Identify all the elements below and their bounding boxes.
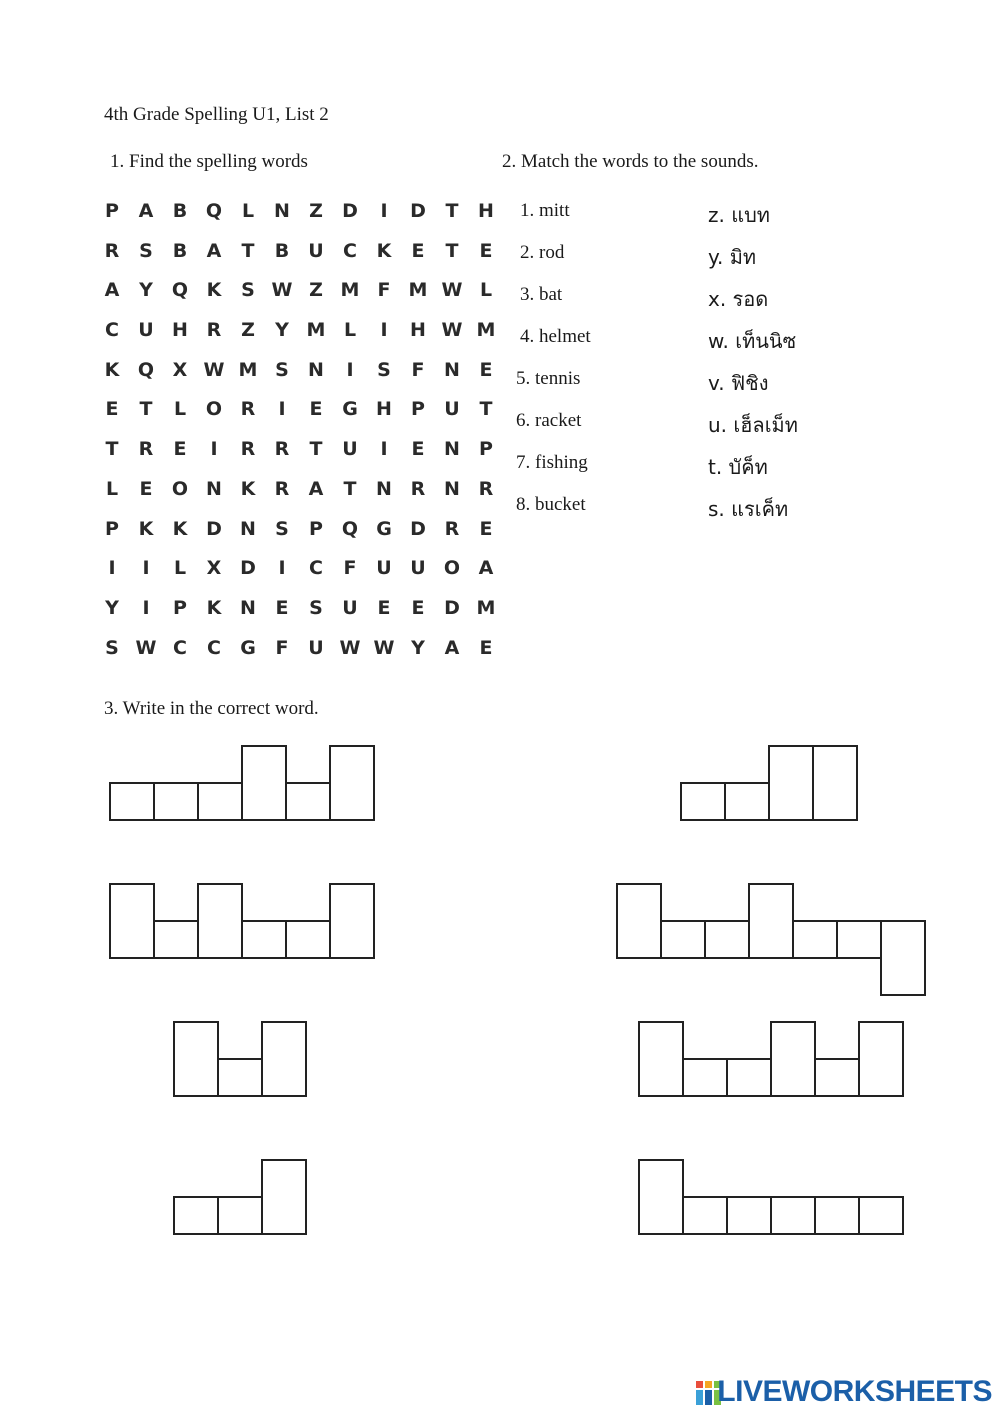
word-search-letter[interactable]: I — [210, 438, 218, 461]
word-search-letter[interactable]: W — [441, 319, 463, 342]
word-search-letter[interactable]: N — [240, 596, 256, 619]
word-search-letter[interactable]: S — [241, 279, 255, 302]
match-word-8: 8. bucket — [516, 494, 586, 515]
match-word-6: 6. racket — [516, 410, 582, 431]
word-search-letter[interactable]: T — [343, 477, 357, 500]
match-sound-y: y. มิท — [708, 245, 757, 269]
word-search-letter[interactable]: E — [309, 398, 323, 421]
word-search-letter[interactable]: A — [206, 239, 222, 262]
word-search-letter[interactable]: M — [476, 596, 496, 619]
word-search-row — [95, 271, 503, 311]
word-search-row — [95, 470, 503, 510]
word-search-letter[interactable]: P — [105, 200, 119, 222]
letter-box[interactable] — [217, 1196, 263, 1235]
letter-box[interactable] — [724, 782, 770, 821]
letter-box[interactable] — [836, 920, 882, 959]
match-sound-s: s. แรเค็ท — [708, 497, 789, 521]
word-search-letter[interactable]: O — [205, 398, 223, 421]
word-search-letter[interactable]: B — [172, 239, 188, 262]
word-search-letter[interactable]: L — [343, 319, 357, 342]
word-search-letter[interactable]: U — [342, 438, 358, 461]
word-search-letter[interactable]: S — [275, 517, 289, 540]
match-word-2: 2. rod — [520, 242, 565, 263]
word-search-letter[interactable]: M — [238, 358, 258, 381]
word-search-letter[interactable]: I — [142, 557, 150, 580]
word-search-letter[interactable]: U — [342, 596, 358, 619]
word-search-letter[interactable]: I — [278, 557, 286, 580]
word-search-letter[interactable]: E — [479, 517, 493, 540]
word-search-letter[interactable]: C — [173, 636, 187, 659]
word-search-letter[interactable]: G — [342, 398, 358, 421]
word-search-letter[interactable]: L — [173, 398, 187, 421]
letter-box-tall[interactable] — [768, 745, 814, 821]
word-search-letter[interactable]: E — [479, 358, 493, 381]
word-search-letter[interactable]: T — [309, 438, 323, 461]
word-search-letter[interactable]: B — [274, 239, 290, 262]
letter-box-tall[interactable] — [770, 1021, 816, 1097]
word-search-letter[interactable]: M — [408, 279, 428, 302]
letter-box-descender[interactable] — [880, 920, 926, 996]
letter-box[interactable] — [726, 1058, 772, 1097]
word-search-letter[interactable]: N — [240, 517, 256, 540]
word-search-row — [95, 430, 503, 470]
section-2-heading: 2. Match the words to the sounds. — [502, 151, 759, 172]
word-search-letter[interactable]: N — [274, 200, 290, 222]
word-search-row — [95, 232, 503, 272]
letter-box-tall[interactable] — [329, 745, 375, 821]
match-sound-x: x. รอด — [708, 287, 769, 311]
word-search-letter[interactable]: K — [138, 517, 154, 540]
word-search-letter[interactable]: L — [479, 279, 493, 302]
word-search-letter[interactable]: N — [206, 477, 222, 500]
word-search-letter[interactable]: N — [444, 358, 460, 381]
word-search-row — [95, 311, 503, 351]
letter-box[interactable] — [217, 1058, 263, 1097]
letter-box[interactable] — [726, 1196, 772, 1235]
word-search-row — [95, 192, 503, 232]
word-search-letter[interactable]: D — [342, 200, 358, 222]
letter-box-tall[interactable] — [261, 1021, 307, 1097]
word-search-letter[interactable]: E — [411, 438, 425, 461]
letter-box-tall[interactable] — [748, 883, 794, 959]
word-search-letter[interactable]: E — [411, 596, 425, 619]
word-search-letter[interactable]: W — [135, 636, 157, 659]
word-search-letter[interactable]: E — [479, 636, 493, 659]
match-sound-z: z. แบท — [708, 203, 770, 227]
letter-box[interactable] — [285, 782, 331, 821]
match-sound-t: t. บัค็ท — [708, 455, 768, 479]
word-search-letter[interactable]: I — [380, 438, 388, 461]
word-search-letter[interactable]: I — [380, 319, 388, 342]
word-search-letter[interactable]: Z — [309, 279, 323, 302]
word-search-letter[interactable]: K — [104, 358, 120, 381]
word-search-letter[interactable]: M — [476, 319, 496, 342]
word-search-letter[interactable]: S — [139, 239, 153, 262]
word-search-letter[interactable]: F — [411, 358, 425, 381]
word-search-letter[interactable]: A — [138, 200, 154, 222]
word-search-letter[interactable]: W — [441, 279, 463, 302]
word-search-letter[interactable]: R — [274, 438, 290, 461]
match-word-4: 4. helmet — [520, 326, 591, 347]
word-search-letter[interactable]: F — [377, 279, 391, 302]
word-search-letter[interactable]: P — [105, 517, 119, 540]
letter-box[interactable] — [153, 920, 199, 959]
letter-box[interactable] — [680, 782, 726, 821]
word-search-letter[interactable]: L — [105, 477, 119, 500]
match-sound-u: u. เฮ็ลเม็ท — [708, 413, 798, 437]
word-search-letter[interactable]: U — [138, 319, 154, 342]
word-search-letter[interactable]: K — [376, 239, 392, 262]
word-search-letter[interactable]: N — [444, 438, 460, 461]
word-search-letter[interactable]: T — [479, 398, 493, 421]
word-search-letter[interactable]: I — [278, 398, 286, 421]
word-search-letter[interactable]: E — [173, 438, 187, 461]
word-search-letter[interactable]: X — [206, 557, 222, 580]
word-search-letter[interactable]: I — [380, 200, 388, 222]
letter-box[interactable] — [682, 1058, 728, 1097]
word-search-letter[interactable]: H — [172, 319, 188, 342]
match-word-7: 7. fishing — [516, 452, 588, 473]
letter-box[interactable] — [770, 1196, 816, 1235]
word-search-letter[interactable]: D — [410, 517, 426, 540]
word-search-letter[interactable]: E — [411, 239, 425, 262]
word-search-row — [95, 589, 503, 629]
word-search-letter[interactable]: R — [240, 398, 256, 421]
word-search-letter[interactable]: T — [445, 239, 459, 262]
word-search-letter[interactable]: F — [275, 636, 289, 659]
word-search-letter[interactable]: G — [240, 636, 256, 659]
word-search-letter[interactable]: Q — [171, 279, 189, 302]
word-search-letter[interactable]: Q — [205, 200, 223, 222]
word-search-letter[interactable]: U — [376, 557, 392, 580]
letter-box[interactable] — [241, 920, 287, 959]
word-search-letter[interactable]: U — [444, 398, 460, 421]
match-word-1: 1. mitt — [520, 200, 570, 221]
letter-box-tall[interactable] — [329, 883, 375, 959]
word-search-letter[interactable]: R — [274, 477, 290, 500]
word-search-letter[interactable]: K — [240, 477, 256, 500]
word-search-letter[interactable]: N — [444, 477, 460, 500]
word-search-letter[interactable]: E — [275, 596, 289, 619]
liveworksheets-brand[interactable]: LIVEWORKSHEETS — [717, 1375, 992, 1408]
word-search-row — [95, 629, 503, 669]
word-search-letter[interactable]: R — [410, 477, 426, 500]
word-search-letter[interactable]: L — [241, 200, 255, 222]
match-sound-v: v. ฟิชิง — [708, 371, 769, 395]
word-search-letter[interactable]: T — [105, 438, 119, 461]
letter-box-tall[interactable] — [173, 1021, 219, 1097]
word-search-letter[interactable]: F — [343, 557, 357, 580]
word-search-letter[interactable]: K — [206, 279, 222, 302]
word-search-letter[interactable]: U — [410, 557, 426, 580]
word-search-row — [95, 390, 503, 430]
word-search-letter[interactable]: E — [479, 239, 493, 262]
word-search-letter[interactable]: P — [479, 438, 493, 461]
word-search-letter[interactable]: H — [478, 200, 494, 222]
word-search-letter[interactable]: R — [206, 319, 222, 342]
letter-box[interactable] — [660, 920, 706, 959]
letter-box-tall[interactable] — [109, 883, 155, 959]
word-search-letter[interactable]: D — [444, 596, 460, 619]
section-1-heading: 1. Find the spelling words — [110, 151, 308, 172]
word-search-letter[interactable]: O — [443, 557, 461, 580]
section-3-heading: 3. Write in the correct word. — [104, 698, 319, 719]
word-search-letter[interactable]: I — [108, 557, 116, 580]
letter-box-tall[interactable] — [241, 745, 287, 821]
letter-box[interactable] — [792, 920, 838, 959]
word-search-letter[interactable]: O — [171, 477, 189, 500]
word-search-letter[interactable]: W — [373, 636, 395, 659]
word-search-letter[interactable]: S — [377, 358, 391, 381]
word-search-letter[interactable]: U — [308, 636, 324, 659]
letter-box[interactable] — [153, 782, 199, 821]
word-search-letter[interactable]: I — [346, 358, 354, 381]
word-search-letter[interactable]: W — [203, 358, 225, 381]
word-search-letter[interactable]: H — [410, 319, 426, 342]
word-search-letter[interactable]: P — [309, 517, 323, 540]
word-search-letter[interactable]: C — [105, 319, 119, 342]
word-search-letter[interactable]: R — [138, 438, 154, 461]
match-sound-w: w. เท็นนิซ — [708, 329, 797, 353]
word-search-letter[interactable]: R — [444, 517, 460, 540]
letter-box-tall[interactable] — [812, 745, 858, 821]
word-search-letter[interactable]: H — [376, 398, 392, 421]
word-search-letter[interactable]: K — [206, 596, 222, 619]
word-search-letter[interactable]: Y — [139, 279, 153, 302]
word-search-letter[interactable]: W — [339, 636, 361, 659]
letter-box[interactable] — [109, 782, 155, 821]
word-search-letter[interactable]: T — [241, 239, 255, 262]
word-search-row — [95, 549, 503, 589]
letter-box-tall[interactable] — [616, 883, 662, 959]
letter-box[interactable] — [173, 1196, 219, 1235]
word-search-letter[interactable]: N — [376, 477, 392, 500]
word-search-letter[interactable]: M — [306, 319, 326, 342]
word-search-letter[interactable]: R — [104, 239, 120, 262]
word-search-letter[interactable]: E — [139, 477, 153, 500]
word-search-letter[interactable]: Y — [411, 636, 425, 659]
word-search-grid — [95, 192, 503, 668]
letter-box-tall[interactable] — [261, 1159, 307, 1235]
word-search-letter[interactable]: I — [142, 596, 150, 619]
word-search-letter[interactable]: M — [340, 279, 360, 302]
word-search-letter[interactable]: G — [376, 517, 392, 540]
word-search-letter[interactable]: Y — [105, 596, 119, 619]
letter-box[interactable] — [285, 920, 331, 959]
word-search-letter[interactable]: D — [410, 200, 426, 222]
word-search-letter[interactable]: E — [105, 398, 119, 421]
letter-box[interactable] — [197, 782, 243, 821]
letter-box[interactable] — [704, 920, 750, 959]
word-search-letter[interactable]: T — [139, 398, 153, 421]
word-search-letter[interactable]: P — [411, 398, 425, 421]
letter-box-tall[interactable] — [638, 1159, 684, 1235]
word-search-letter[interactable]: W — [271, 279, 293, 302]
word-search-letter[interactable]: Z — [309, 200, 323, 222]
word-search-letter[interactable]: N — [308, 358, 324, 381]
word-search-letter[interactable]: B — [172, 200, 188, 222]
word-search-letter[interactable]: C — [309, 557, 323, 580]
word-search-letter[interactable]: Y — [275, 319, 289, 342]
word-search-letter[interactable]: Q — [137, 358, 155, 381]
word-search-letter[interactable]: P — [173, 596, 187, 619]
letter-box[interactable] — [858, 1196, 904, 1235]
word-search-letter[interactable]: S — [309, 596, 323, 619]
match-word-5: 5. tennis — [516, 368, 581, 389]
word-search-letter[interactable]: C — [343, 239, 357, 262]
word-search-letter[interactable]: K — [172, 517, 188, 540]
word-search-row — [95, 510, 503, 550]
word-search-letter[interactable]: A — [104, 279, 120, 302]
word-search-letter[interactable]: D — [240, 557, 256, 580]
word-search-letter[interactable]: R — [478, 477, 494, 500]
word-search-letter[interactable]: D — [206, 517, 222, 540]
word-search-letter[interactable]: Z — [241, 319, 255, 342]
word-search-letter[interactable]: C — [207, 636, 221, 659]
letter-box[interactable] — [682, 1196, 728, 1235]
word-search-row — [95, 351, 503, 391]
word-search-letter[interactable]: A — [308, 477, 324, 500]
word-search-letter[interactable]: S — [275, 358, 289, 381]
word-search-letter[interactable]: A — [478, 557, 494, 580]
match-word-3: 3. bat — [520, 284, 563, 305]
word-search-letter[interactable]: T — [445, 200, 459, 222]
word-search-letter[interactable]: S — [105, 636, 119, 659]
letter-box-tall[interactable] — [858, 1021, 904, 1097]
word-search-letter[interactable]: A — [444, 636, 460, 659]
worksheet-title: 4th Grade Spelling U1, List 2 — [104, 104, 329, 125]
word-search-letter[interactable]: Q — [341, 517, 359, 540]
word-search-letter[interactable]: L — [173, 557, 187, 580]
letter-box[interactable] — [814, 1196, 860, 1235]
word-search-letter[interactable]: X — [172, 358, 188, 381]
letter-box-tall[interactable] — [197, 883, 243, 959]
word-search-letter[interactable]: R — [240, 438, 256, 461]
letter-box[interactable] — [814, 1058, 860, 1097]
word-search-letter[interactable]: E — [377, 596, 391, 619]
letter-box-tall[interactable] — [638, 1021, 684, 1097]
word-search-letter[interactable]: U — [308, 239, 324, 262]
